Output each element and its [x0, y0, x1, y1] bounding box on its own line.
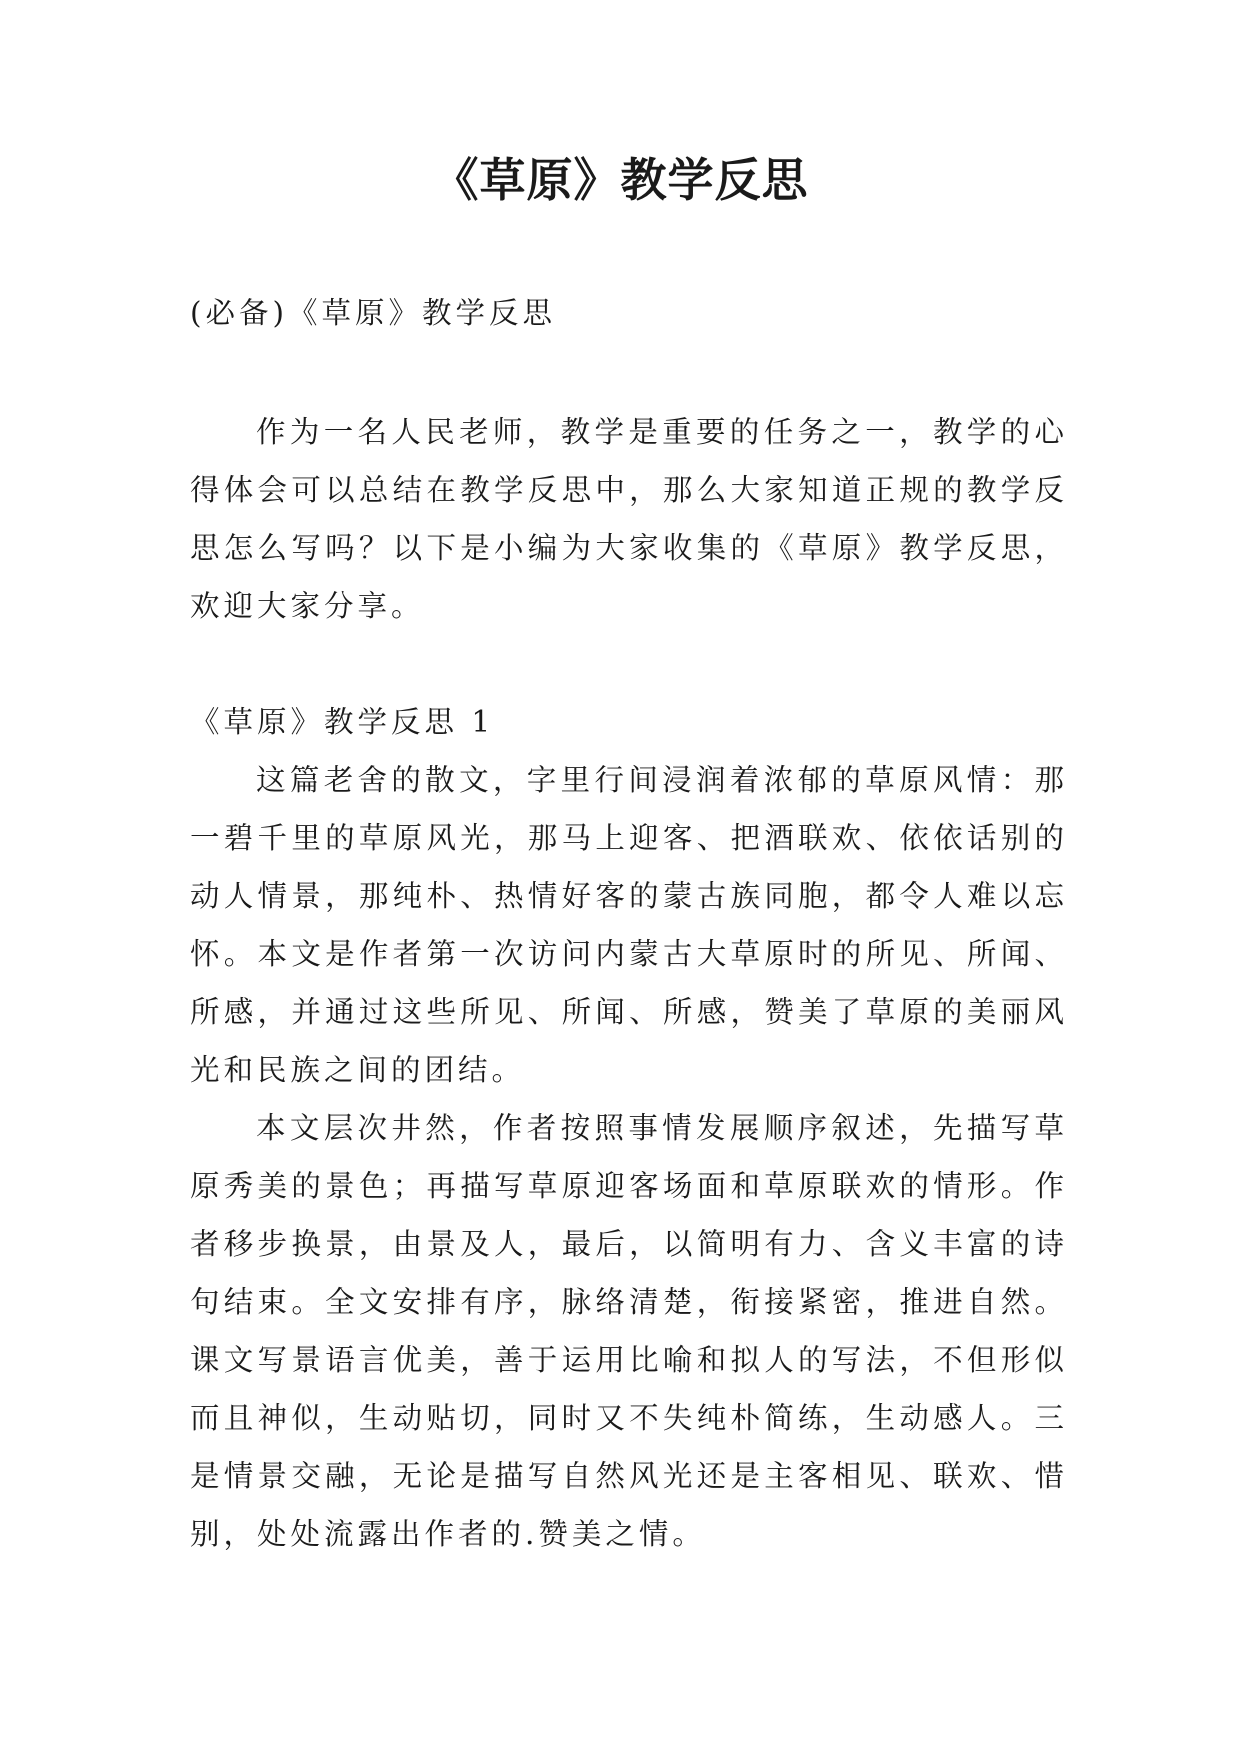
- section-heading: 《草原》教学反思 1: [190, 705, 495, 739]
- intro-block: [190, 403, 1068, 635]
- section-1: [190, 693, 1068, 1563]
- body-paragraph: 这篇老舍的散文，字里行间浸润着浓郁的草原风情：那一碧千里的草原风光，那马上迎客、把酒联欢、依依话别的动人情景，那纯朴、热情好客的蒙古族同胞，都令人难以忘怀。本文是作者第一次访问内蒙古大草原时的所见、所闻、所感，并通过这些所见、所闻、所感，赞美了草原的美丽风光和民族之间的团结。: [190, 763, 1068, 1087]
- document-subtitle: [190, 284, 1068, 342]
- subtitle-text: (必备)《草原》教学反思: [190, 296, 557, 330]
- intro-paragraph: 作为一名人民老师，教学是重要的任务之一，教学的心得体会可以总结在教学反思中，那么大家知道正规的教学反思怎么写吗？以下是小编为大家收集的《草原》教学反思，欢迎大家分享。: [190, 415, 1068, 623]
- body-paragraph: 本文层次井然，作者按照事情发展顺序叙述，先描写草原秀美的景色；再描写草原迎客场面和草原联欢的情形。作者移步换景，由景及人，最后，以简明有力、含义丰富的诗句结束。全文安排有序，脉络清楚，衔接紧密，推进自然。课文写景语言优美，善于运用比喻和拟人的写法，不但形似而且神似，生动贴切，同时又不失纯朴简练，生动感人。三是情景交融，无论是描写自然风光还是主客相见、联欢、惜别，处处流露出作者的.赞美之情。: [190, 1111, 1068, 1551]
- document-title: 《草原》教学反思: [432, 153, 809, 207]
